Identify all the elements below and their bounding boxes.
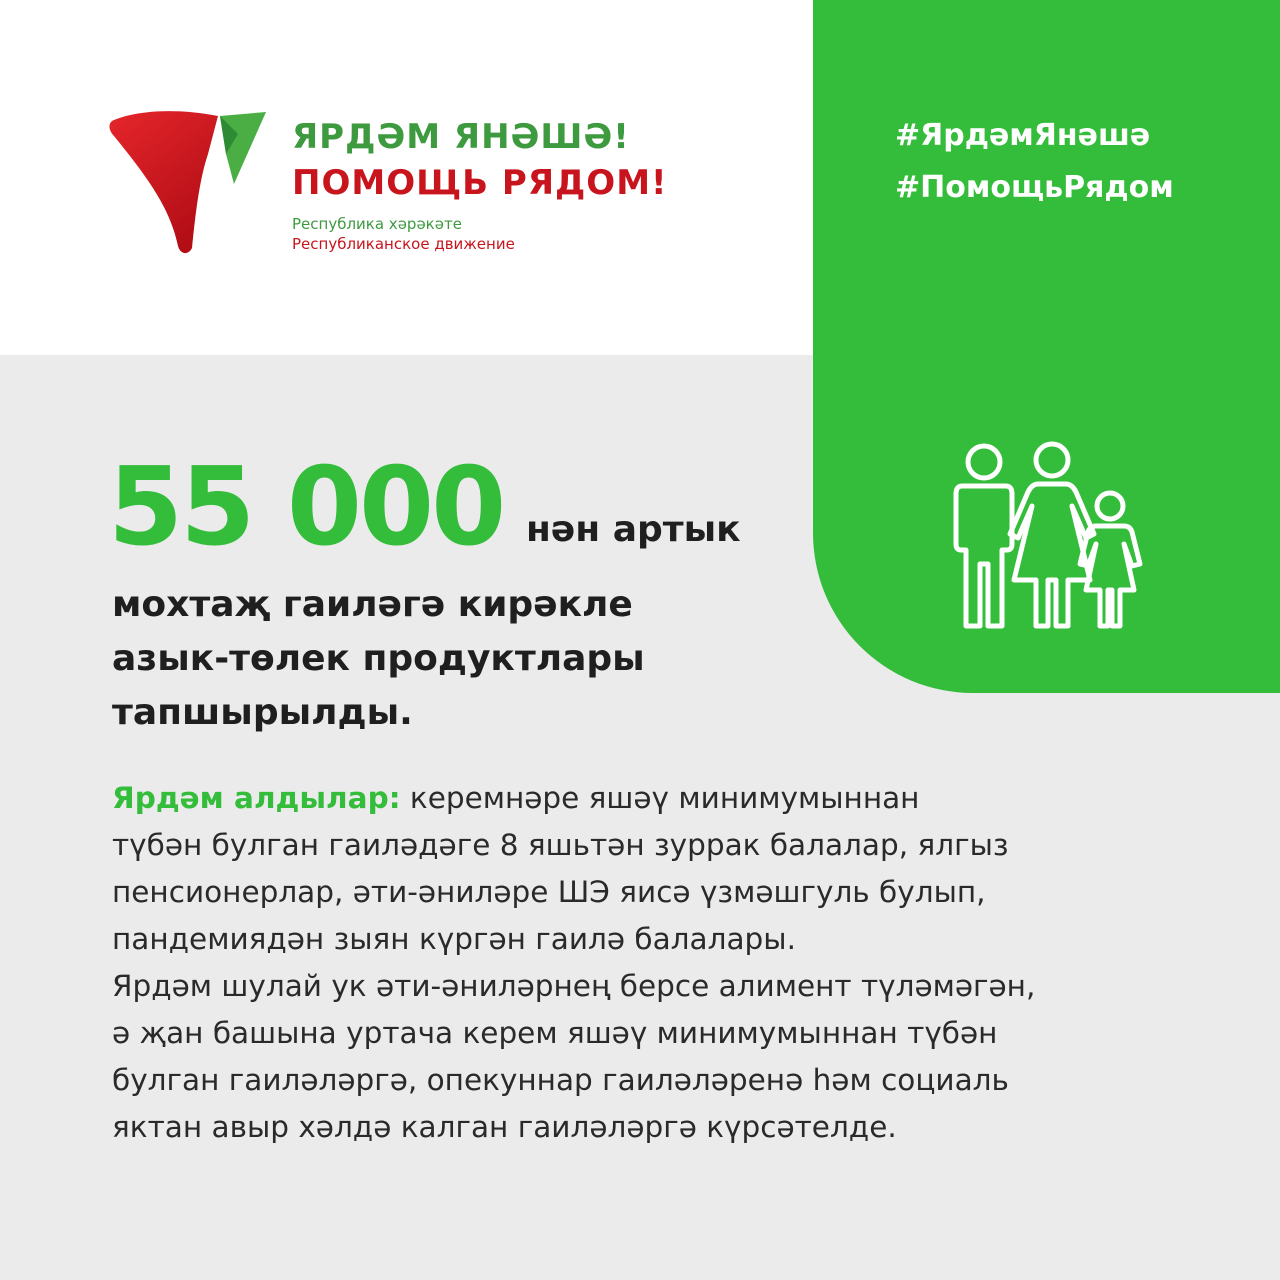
body-first-line-rest: керемнәре яшәү минимумыннан bbox=[400, 781, 920, 815]
body-line: пандемиядән зыян күргән гаилә балалары. bbox=[112, 922, 796, 956]
hashtags bbox=[895, 110, 1174, 214]
headline-line: азык-төлек продуктлары bbox=[112, 638, 645, 679]
logo-subtitle-russian: Республиканское движение bbox=[292, 235, 515, 253]
brand-arrow-icon bbox=[108, 108, 268, 256]
body-line: Ярдәм шулай ук әти-әниләрнең берсе алимент түләмәгән, bbox=[112, 969, 1036, 1003]
logo-title-russian: ПОМОЩЬ РЯДОМ! bbox=[292, 163, 668, 203]
family-icon bbox=[944, 440, 1144, 632]
logo-title-tatar: ЯРДӘМ ЯНӘШӘ! bbox=[292, 117, 630, 157]
body-first-line bbox=[112, 775, 1192, 822]
headline bbox=[112, 578, 752, 740]
headline-line: мохтаҗ гаиләгә кирәкле bbox=[112, 584, 633, 625]
body-line: пенсионерлар, әти-әниләре ШЭ яисә үзмәшгуль булып, bbox=[112, 875, 986, 909]
body-paragraph bbox=[112, 775, 1192, 1151]
logo-text bbox=[292, 114, 668, 254]
logo-subtitle-tatar: Республика хәрәкәте bbox=[292, 215, 462, 233]
hashtag-russian: #ПомощьРядом bbox=[895, 170, 1174, 205]
body-line: ә җан башына уртача керем яшәү минимумыннан түбән bbox=[112, 1016, 998, 1050]
headline-line: тапшырылды. bbox=[112, 692, 413, 733]
stat-suffix: нән артык bbox=[526, 509, 741, 550]
hashtag-tatar: #ЯрдәмЯнәшә bbox=[895, 118, 1151, 153]
stat-number: 55 000 bbox=[108, 445, 504, 570]
body-line: яктан авыр хәлдә калган гаиләләргә күрсәтелде. bbox=[112, 1110, 897, 1144]
body-lead: Ярдәм алдылар: bbox=[112, 781, 401, 815]
body-line: булган гаиләләргә, опекуннар гаиләләренә һәм социаль bbox=[112, 1063, 1009, 1097]
body-line: түбән булган гаиләдәге 8 яшьтән зуррак балалар, ялгыз bbox=[112, 828, 1009, 862]
